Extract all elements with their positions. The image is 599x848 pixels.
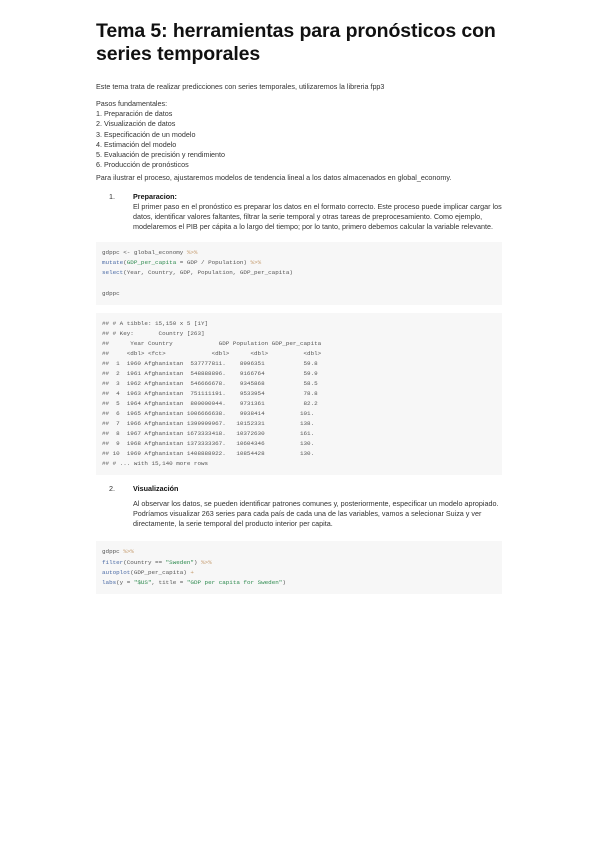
output-line: ## 2 1961 Afghanistan 548888896. 9166764 59.9 — [102, 369, 318, 377]
steps-heading: Pasos fundamentales: — [96, 99, 168, 108]
output-line: ## 7 1966 Afghanistan 1399999967. 10152331 138. — [102, 420, 315, 428]
code-line — [102, 278, 496, 288]
code-line: select(Year, Country, GDP, Population, GDP_per_capita) — [102, 269, 293, 277]
list-item: 1. Preparación de datos — [96, 109, 173, 118]
output-line: ## # ... with 15,140 more rows — [102, 460, 209, 468]
illustration-paragraph: Para ilustrar el proceso, ajustaremos modelos de tendencia lineal a los datos almacenados en global_economy. — [96, 172, 452, 182]
code-block — [96, 541, 502, 594]
output-line: ## 1 1960 Afghanistan 537777811. 8996351 59.8 — [102, 359, 318, 367]
intro-paragraph: Este tema trata de realizar predicciones con series temporales, utilizaremos la libreria fpp3 — [96, 82, 385, 91]
list-item: 6. Producción de pronósticos — [96, 160, 189, 170]
output-line: ## 8 1967 Afghanistan 1673333418. 10372630 161. — [102, 430, 315, 438]
code-line: gdppc %>% — [102, 548, 134, 556]
section-preparacion — [96, 192, 502, 232]
list-item: 3. Especificación de un modelo — [96, 129, 196, 139]
list-item: 2. Visualización de datos — [96, 119, 176, 129]
output-line: ## 5 1964 Afghanistan 800000044. 9731361 82.2 — [102, 400, 318, 408]
section-heading: Preparacion: — [133, 191, 177, 201]
code-line: labs(y = "$US", title = "GDP per capita for Sweden") — [102, 578, 286, 586]
output-line: ## <dbl> <fct> <dbl> <dbl> <dbl> — [102, 349, 322, 357]
output-block — [96, 313, 502, 476]
output-line: ## 9 1968 Afghanistan 1373333367. 10604346 130. — [102, 440, 315, 448]
section-number: 2. — [109, 484, 115, 494]
code-block — [96, 242, 502, 305]
section-body — [133, 499, 503, 529]
section-number: 1. — [109, 191, 115, 201]
document-page — [96, 20, 502, 594]
section-paragraph: Podríamos visualizar 263 series para cada país de cada una de las variables, vamos a selecionar Suiza y ver directamente, la serie temporal del producto interior per capita. — [133, 509, 482, 529]
output-line: ## # A tibble: 15,150 x 5 [1Y] — [102, 319, 209, 327]
code-line: gdppc — [102, 289, 120, 297]
output-line: ## Year Country GDP Population GDP_per_capita — [102, 339, 322, 347]
list-item: 4. Estimación del modelo — [96, 139, 177, 149]
steps-list — [96, 109, 502, 171]
output-line: ## 4 1963 Afghanistan 751111191. 9533954 78.8 — [102, 390, 318, 398]
page-title: Tema 5: herramientas para pronósticos con series temporales — [96, 20, 496, 65]
list-item: 5. Evaluación de precisión y rendimiento — [96, 150, 226, 160]
section-body: El primer paso en el pronóstico es preparar los datos en el formato correcto. Este proceso puede implicar cargar los datos, identificar valores faltantes, filtrar la serie temporal y otras tareas de preprocesamiento. Como ejemplo, modelaremos el PIB per cápita a lo largo del tiempo; por lo tanto, primero debemos calcular la variable relevante. — [133, 201, 502, 231]
output-line: ## # Key: Country [263] — [102, 329, 205, 337]
output-line: ## 6 1965 Afghanistan 1006666638. 9938414 101. — [102, 410, 315, 418]
code-line: mutate(GDP_per_capita = GDP / Population) %>% — [102, 258, 262, 266]
code-line: gdppc <- global_economy %>% — [102, 248, 198, 256]
code-line: filter(Country == "Sweden") %>% — [102, 558, 212, 566]
section-heading: Visualización — [133, 484, 179, 494]
section-visualizacion — [96, 484, 502, 529]
output-line: ## 3 1962 Afghanistan 546666678. 9345868 58.5 — [102, 380, 318, 387]
code-line: autoplot(GDP_per_capita) + — [102, 568, 194, 576]
section-paragraph: Al observar los datos, se pueden identificar patrones comunes y, posteriormente, especificar un modelo apropiado. — [133, 499, 499, 509]
output-line: ## 10 1969 Afghanistan 1408888922. 10854428 130. — [102, 450, 315, 458]
